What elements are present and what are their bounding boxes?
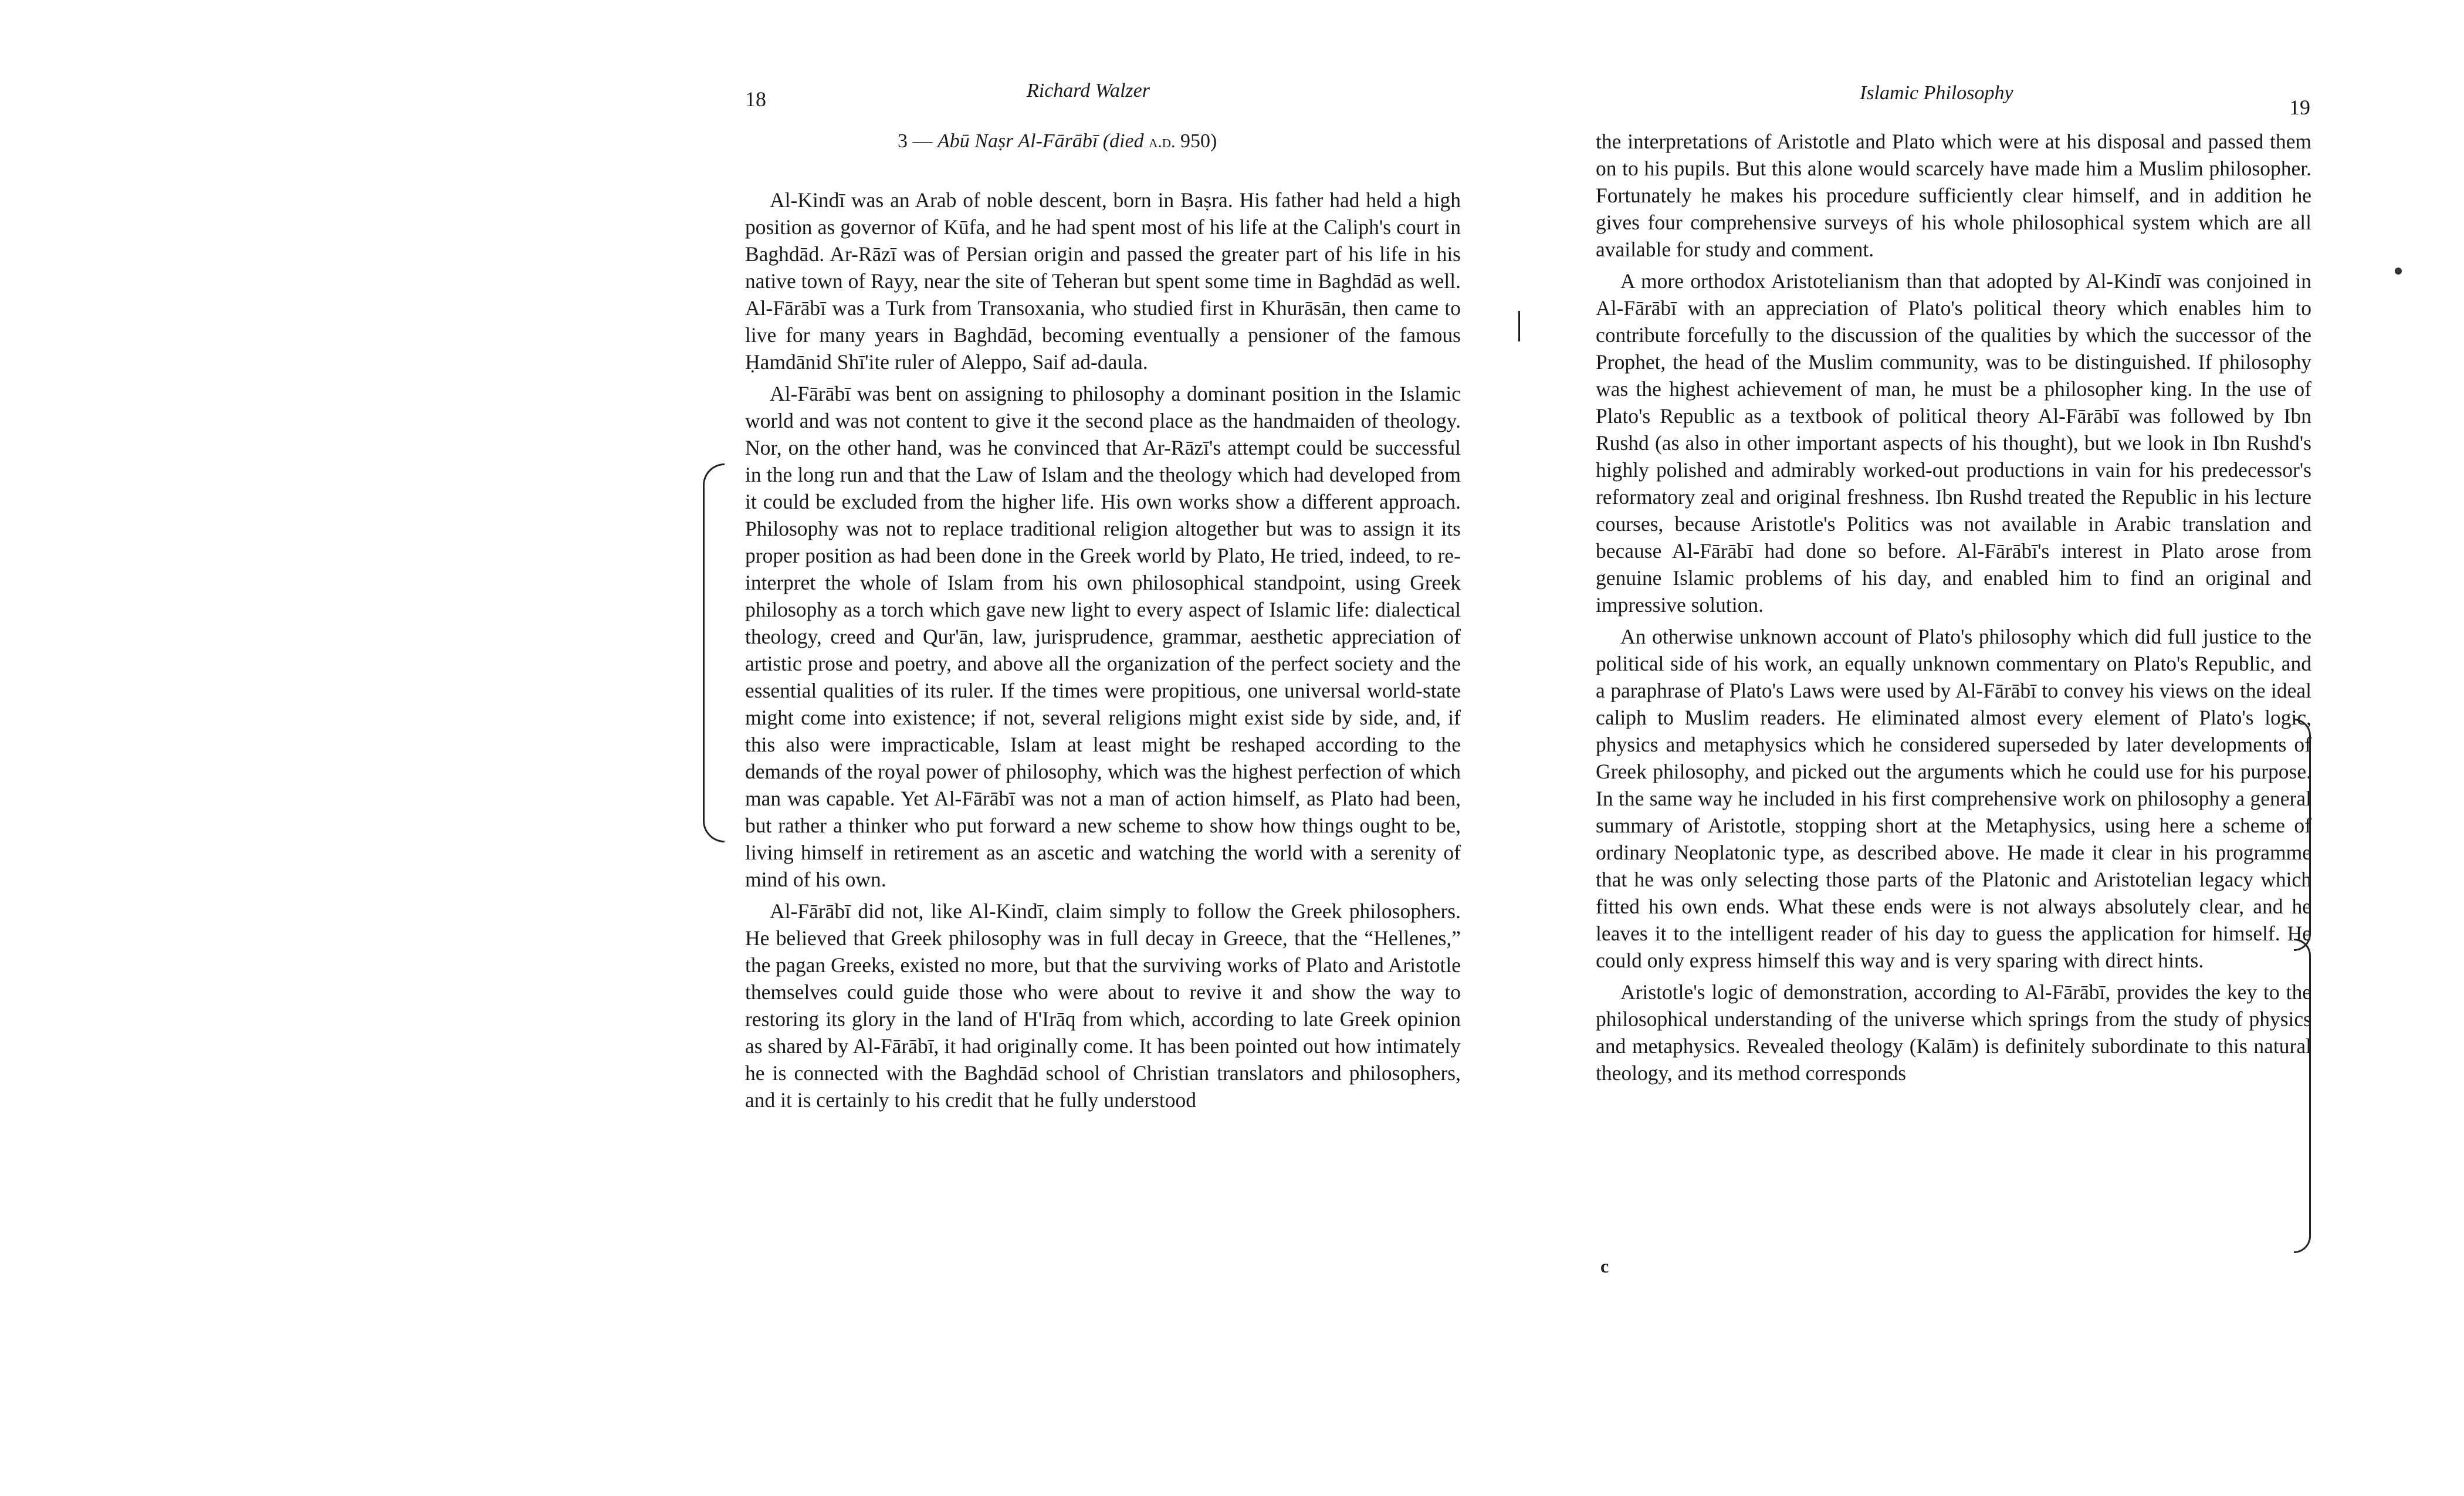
paragraph: An otherwise unknown account of Plato's philosophy which did full justice to the political side of his work, an equally unknown commentary on Plato's Republic, and a paraphrase of Plato's Laws were used by Al-Fārābī to convey his views on the ideal caliph to Muslim readers. He eliminated almost every element of Plato's logic, physics and metaphysics which he considered superseded by later developments of Greek philosophy, and picked out the arguments which he could use for his purpose. In the same way he included in his first comprehensive work on philosophy a general summary of Aristotle, stopping short at the Metaphysics, using here a scheme of ordinary Neoplatonic type, as described above. He made it clear in his programme that he was only selecting those parts of the Platonic and Aristotelian legacy which fitted his own ends. What these ends were is not always absolutely clear, and he leaves it to the intelligent reader of his day to guess the application for himself. He could only express himself this way and is very sparing with direct hints. [1596,625,2311,972]
paragraph: Aristotle's logic of demonstration, according to Al-Fārābī, provides the key to the philosophical understanding of the universe which springs from the study of physics and metaphysics. Revealed theology (Kalām) is definitely subordinate to this natural theology, and its method corresponds [1596,980,2311,1085]
page-number: 19 [2289,96,2310,119]
paragraph: Al-Kindī was an Arab of noble descent, born in Baṣra. His father had held a high position as governor of Kūfa, and he had spent most of his life at the Caliph's court in Baghdād. Ar-Rāzī was of Persian origin and passed the greater part of his life in his native town of Rayy, near the site of Teheran but spent some time in Baghdād as well. Al-Fārābī was a Turk from Transoxania, who studied first in Khurāsān, then came to live for many years in Baghdād, becoming eventually a pensioner of the famous Ḥamdānid Shī'ite ruler of Aleppo, Saif ad-daula. [745,188,1461,374]
page-number: 18 [745,87,766,111]
margin-speck [2395,268,2402,275]
paragraph: Al-Fārābī did not, like Al-Kindī, claim simply to follow the Greek philosophers. He believed that Greek philosophy was in full decay in Greece, that the “Hellenes,” the pagan Greeks, existed no more, but that the surviving works of Plato and Aristotle themselves could guide those who were about to revive it and show the way to restoring its glory in the land of H'Irāq from which, according to late Greek opinion as shared by Al-Fārābī, it had originally come. It has been pointed out how intimately he is connected with the Baghdād school of Christian translators and philosophers, and it is certainly to his credit that he fully understood [745,899,1461,1112]
section-heading [898,130,1217,153]
margin-bracket-mark [2294,939,2311,1253]
running-head: Islamic Philosophy [1860,82,2013,104]
margin-bracket-mark [2294,719,2311,951]
margin-bracket-mark [703,463,725,842]
signature-mark: c [1600,1255,1609,1277]
section-died-label: (died [1102,130,1144,152]
running-head: Richard Walzer [1027,80,1150,101]
section-era: a.d. [1149,132,1176,151]
left-body-text [745,187,1461,1118]
margin-tick-mark [1518,311,1520,341]
paragraph: A more orthodox Aristotelianism than that adopted by Al-Kindī was conjoined in Al-Fārābī with an appreciation of Plato's political theory which enables him to contribute forcefully to the discussion of the qualities by which the successor of the Prophet, the head of the Muslim community, was to be distinguished. If philosophy was the highest achievement of man, he must be a philosopher king. In the use of Plato's Republic as a textbook of political theory Al-Fārābī was followed by Ibn Rushd (as also in other important aspects of his thought), but we look in Ibn Rushd's highly polished and admirably worked-out productions in vain for his predecessor's reformatory zeal and original freshness. Ibn Rushd treated the Republic in his lecture courses, because Aristotle's Politics was not available in Arabic translation and because Al-Fārābī had done so before. Al-Fārābī's interest in Plato arose from genuine Islamic problems of his day, and enabled him to find an original and impressive solution. [1596,269,2311,617]
paragraph: the interpretations of Aristotle and Plato which were at his disposal and passed them on to his pupils. But this alone would scarcely have made him a Muslim philosopher. Fortunately he makes his procedure sufficiently clear himself, and in addition he gives four comprehensive surveys of his whole philosophical system which are all available for study and comment. [1596,130,2311,261]
section-year: 950) [1180,130,1217,152]
section-title: Abū Naṣr Al-Fārābī [937,130,1098,152]
right-body-text [1596,128,2311,1091]
section-number: 3 — [898,130,933,152]
paragraph: Al-Fārābī was bent on assigning to philosophy a dominant position in the Islamic world and was not content to give it the second place as the handmaiden of theology. Nor, on the other hand, was he convinced that Ar-Rāzī's attempt could be successful in the long run and that the Law of Islam and the theology which had developed from it could be excluded from the higher life. His own works show a different approach. Philosophy was not to replace traditional religion altogether but was to assign it its proper position as had been done in the Greek world by Plato, He tried, indeed, to re-interpret the whole of Islam from his own philosophical standpoint, using Greek philosophy as a torch which gave new light to every aspect of Islamic life: dialectical theology, creed and Qur'ān, law, jurisprudence, grammar, aesthetic appreciation of artistic prose and poetry, and above all the organization of the perfect society and the essential qualities of its ruler. If the times were propitious, one universal world-state might come into existence; if not, several religions might exist side by side, and, if this also were impracticable, Islam at least might be reshaped according to the demands of the royal power of philosophy, which was the highest perfection of which man was capable. Yet Al-Fārābī was not a man of action himself, as Plato had been, but rather a thinker who put forward a new scheme to show how things ought to be, living himself in retirement as an ascetic and watching the world with a serenity of mind of his own. [745,382,1461,891]
